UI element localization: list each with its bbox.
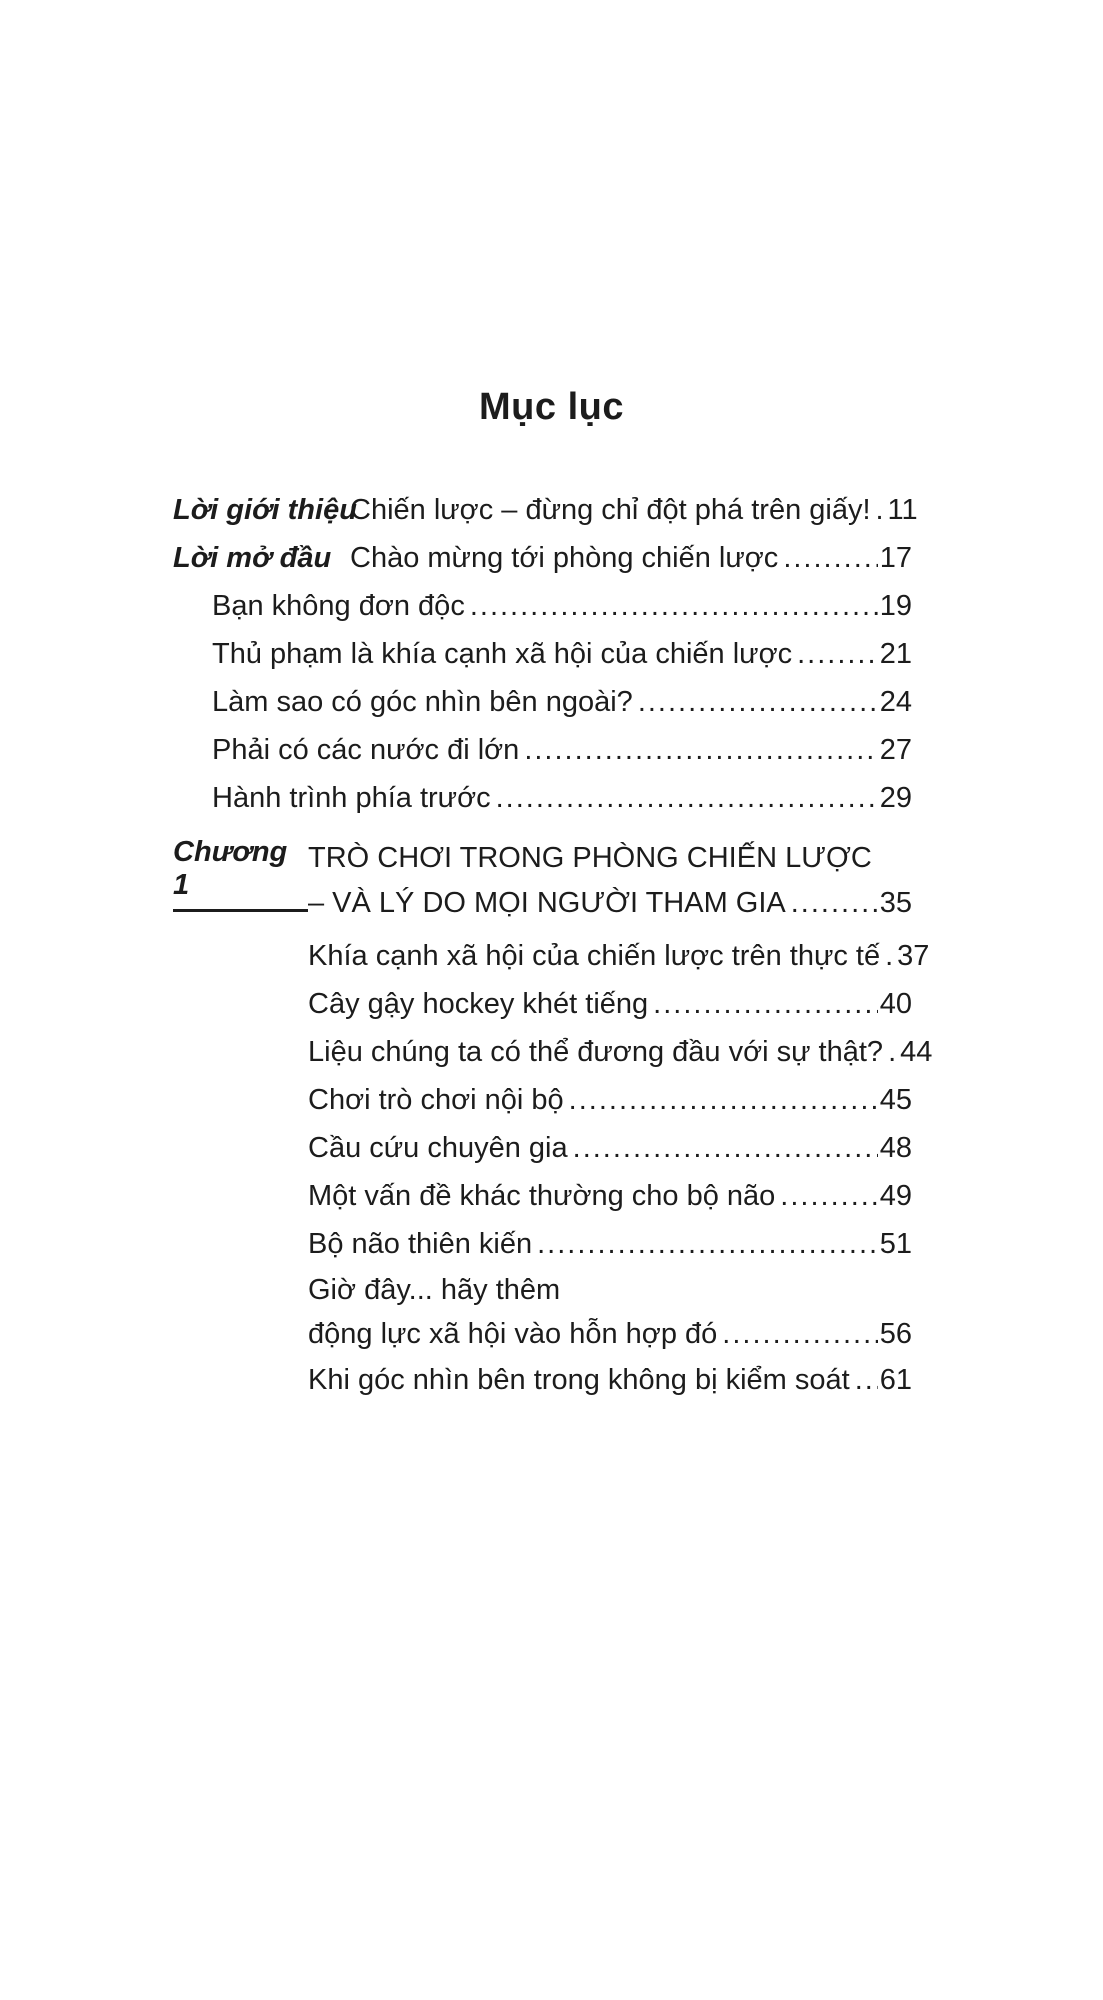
toc-entry: [308, 1172, 912, 1220]
toc-entry-page: 29: [879, 782, 912, 814]
toc-entry-intro-2: [173, 534, 912, 582]
toc-entry-page: 19: [879, 590, 912, 622]
dot-leader: [653, 980, 878, 1028]
toc-entry-title: Khía cạnh xã hội của chiến lược trên thực tế: [308, 940, 881, 972]
toc-entry: [308, 932, 930, 980]
toc-chapter-label-text: Chương 1: [173, 836, 308, 912]
dot-leader: [876, 486, 886, 534]
dot-leader: [638, 678, 878, 726]
toc-entry: [212, 774, 912, 822]
toc-entry-title-line-1: [308, 1268, 912, 1312]
toc-entry-title: Bạn không đơn độc: [212, 590, 465, 622]
toc-entry-page: 40: [879, 988, 912, 1020]
toc-entry: [308, 1124, 912, 1172]
dot-leader: [470, 582, 878, 630]
toc-entry-title: Khi góc nhìn bên trong không bị kiểm soát: [308, 1364, 850, 1396]
toc-entry: [212, 582, 912, 630]
toc-entry-title: Một vấn đề khác thường cho bộ não: [308, 1180, 776, 1212]
toc-entry-title: Bộ não thiên kiến: [308, 1228, 533, 1260]
toc-entry-title: Chiến lược – đừng chỉ đột phá trên giấy!: [350, 494, 871, 526]
toc-entry-page: 17: [879, 542, 912, 574]
toc-entry-title: Thủ phạm là khía cạnh xã hội của chiến lược: [212, 638, 793, 670]
toc-entry-title: Liệu chúng ta có thể đương đầu với sự thật?: [308, 1036, 884, 1068]
toc-entry-page: 35: [879, 887, 912, 919]
table-of-contents: [173, 486, 933, 1404]
toc-entry-page: 51: [879, 1228, 912, 1260]
toc-entry: [212, 726, 912, 774]
toc-entry-title: Giờ đây... hãy thêm: [308, 1274, 561, 1306]
toc-entry-label: Lời giới thiệu: [173, 494, 357, 526]
dot-leader: [722, 1312, 877, 1356]
toc-entry-title: Chơi trò chơi nội bộ: [308, 1084, 564, 1116]
dot-leader: [797, 630, 878, 678]
toc-entry-label: Lời mở đầu: [173, 542, 332, 574]
dot-leader: [537, 1220, 878, 1268]
dot-leader: [573, 1124, 878, 1172]
toc-entry-title: Hành trình phía trước: [212, 782, 491, 814]
toc-entry: [308, 1220, 912, 1268]
dot-leader: [780, 1172, 877, 1220]
dot-leader: [888, 1028, 898, 1076]
toc-entry: [308, 1028, 933, 1076]
toc-entry-chapter-1: [173, 836, 912, 932]
toc-entry: [308, 1076, 912, 1124]
toc-entry-page: 44: [900, 1036, 933, 1068]
toc-entry-title: động lực xã hội vào hỗn hợp đó: [308, 1318, 718, 1350]
toc-entry: [212, 630, 912, 678]
toc-entry-title: Chào mừng tới phòng chiến lược: [350, 542, 779, 574]
dot-leader: [569, 1076, 878, 1124]
dot-leader: [791, 881, 878, 926]
toc-entry-page: 61: [879, 1364, 912, 1396]
toc-chapter-title-line-2: [308, 881, 912, 926]
toc-entry-title: – VÀ LÝ DO MỌI NGƯỜI THAM GIA: [308, 887, 786, 919]
toc-entry-page: 24: [879, 686, 912, 718]
dot-leader: [524, 726, 877, 774]
dot-leader: [885, 932, 895, 980]
toc-entry-page: 27: [879, 734, 912, 766]
toc-entry: [308, 1356, 912, 1404]
toc-entry-title-line-2: [308, 1312, 912, 1356]
toc-entry-page: 11: [887, 494, 918, 526]
page-title: Mục lục: [479, 386, 624, 428]
toc-entry-title: TRÒ CHƠI TRONG PHÒNG CHIẾN LƯỢC: [308, 842, 872, 874]
toc-chapter-label: [173, 836, 308, 912]
toc-entry: [212, 678, 912, 726]
toc-chapter-title-lines: [308, 836, 912, 926]
toc-entry-title: Cây gậy hockey khét tiếng: [308, 988, 649, 1020]
toc-entry-page: 21: [879, 638, 912, 670]
toc-entry-title: Làm sao có góc nhìn bên ngoài?: [212, 686, 633, 718]
toc-entry-page: 48: [879, 1132, 912, 1164]
toc-entry-title: Cầu cứu chuyên gia: [308, 1132, 568, 1164]
dot-leader: [855, 1356, 878, 1404]
dot-leader: [783, 534, 877, 582]
toc-entry-page: 37: [897, 940, 930, 972]
toc-chapter-title-line-1: [308, 836, 912, 881]
toc-entry: [308, 980, 912, 1028]
dot-leader: [496, 774, 878, 822]
toc-entry-intro-1: [173, 486, 918, 534]
toc-entry-page: 49: [879, 1180, 912, 1212]
toc-entry-title: Phải có các nước đi lớn: [212, 734, 520, 766]
toc-entry-page: 56: [879, 1318, 912, 1350]
toc-entry-two-line: [308, 1268, 912, 1356]
toc-entry-page: 45: [879, 1084, 912, 1116]
